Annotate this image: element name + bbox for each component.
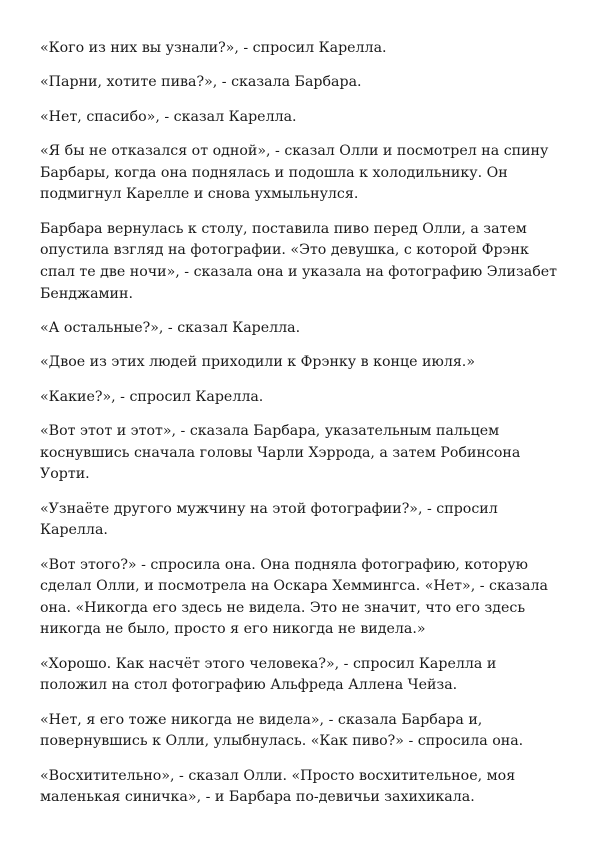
paragraph: Барбара вернулась к столу, поставила пиво перед Олли, а затем опустила взгляд на фотографии. «Это девушка, с которой Фрэнк спал те две ночи», - сказала она и указала на фотографию Элизабет Бенджамин. [40,220,557,302]
paragraph: «Восхитительно», - сказал Олли. «Просто восхитительное, моя маленькая синичка», - и Барбара по-девичьи захихикала. [40,767,516,806]
paragraph: «Вот этот и этот», - сказала Барбара, указательным пальцем коснувшись сначала головы Чарли Хэррода, а затем Робинсона Уорти. [40,423,521,483]
paragraph: «Нет, спасибо», - сказал Карелла. [40,108,297,125]
paragraph: «Какие?», - спросил Карелла. [40,388,264,405]
paragraph: «Хорошо. Как насчёт этого человека?», - спросил Карелла и положил на стол фотографию Альфреда Аллена Чейза. [40,655,497,694]
paragraph: «Двое из этих людей приходили к Фрэнку в конце июля.» [40,354,475,371]
document-page [40,38,560,822]
paragraph: «Парни, хотите пива?», - сказала Барбара. [40,74,362,91]
paragraph: «А остальные?», - сказал Карелла. [40,319,301,336]
paragraph: «Узнаёте другого мужчину на этой фотографии?», - спросил Карелла. [40,500,498,539]
paragraph: «Кого из них вы узнали?», - спросил Карелла. [40,40,387,56]
paragraph: «Нет, я его тоже никогда не видела», - сказала Барбара и, повернувшись к Олли, улыбнулась. «Как пиво?» - спросила она. [40,711,524,750]
paragraph: «Я бы не отказался от одной», - сказал Олли и посмотрел на спину Барбары, когда она поднялась и подошла к холодильнику. Он подмигнул Карелле и снова ухмыльнулся. [40,143,549,203]
paragraph: «Вот этого?» - спросила она. Она подняла фотографию, которую сделал Олли, и посмотрела на Оскара Хеммингса. «Нет», - сказала она. «Никогда его здесь не видела. Это не значит, что его здесь никогда не было, просто я его никогда не видела.» [40,556,548,638]
